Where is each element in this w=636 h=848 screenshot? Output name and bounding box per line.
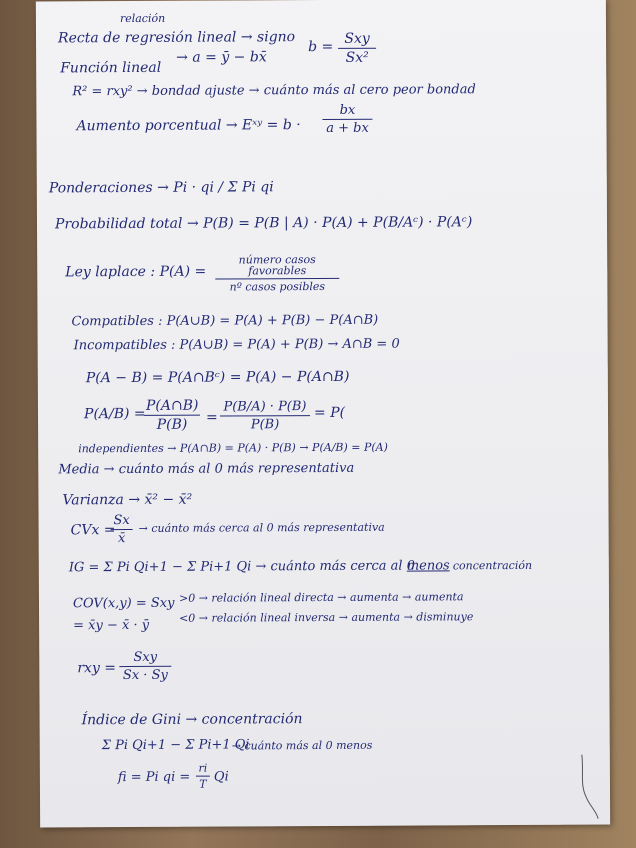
note-gini-description: → cuánto más al 0 menos [231, 738, 373, 753]
note-conditional-lhs: P(A/B) = [83, 405, 146, 423]
note-total-probability: Probabilidad total → P(B) = P(B | A) · P(A) + P(B/Aᶜ) · P(Aᶜ) [54, 214, 473, 233]
pen-stroke-mark [576, 751, 606, 821]
note-a-formula: → a = ȳ − bx̄ [176, 49, 267, 66]
note-incompatible-events: Incompatibles : P(A∪B) = P(A) + P(B) → A∩B = 0 [73, 336, 400, 354]
note-weightings: Ponderaciones → Pi · qi / Σ Pi qi [48, 179, 274, 197]
note-variance: Varianza → x̄² − x̄² [62, 491, 193, 509]
note-cv-lhs: CVx = [70, 522, 116, 539]
note-laplace-fraction: número casos favorables nº casos posibles [215, 254, 339, 293]
note-conditional-tail: = P( [313, 404, 346, 422]
note-gini-formula: Σ Pi Qi+1 − Σ Pi+1 Qi [101, 737, 250, 754]
note-annotation-relacion: relación [119, 11, 166, 26]
note-regression-line: Recta de regresión lineal → signo [57, 29, 296, 47]
note-conditional-equals: = [205, 409, 218, 426]
note-ig-concentracion: concentración [452, 558, 533, 573]
note-b-fraction: Sxy Sx² [338, 32, 376, 65]
note-linear-function: Función lineal [60, 59, 162, 77]
note-mean: Media → cuánto más al 0 más representativa [58, 460, 355, 478]
note-ig-menos: menos [406, 558, 450, 574]
note-difference-probability: P(A − B) = P(A∩Bᶜ) = P(A) − P(A∩B) [85, 368, 350, 387]
note-b-lhs: b = [308, 38, 334, 56]
note-covariance: COV(x,y) = Sxy [72, 595, 175, 612]
note-correlation-fraction: Sxy Sx · Sy [119, 651, 171, 682]
note-qi-tail: Qi [213, 769, 229, 785]
note-cv-fraction: $\frac{Sx}{x̄}$ [111, 514, 133, 545]
note-compatible-events: Compatibles : P(A∪B) = P(A) + P(B) − P(A∩B) [71, 312, 379, 330]
note-cov-negative: <0 → relación lineal inversa → aumenta → disminuye [179, 610, 474, 625]
note-percentage-increase: Aumento porcentual → Eˣʸ = b · [76, 117, 301, 135]
note-qi-fraction: $\frac{ri}{T}$ [196, 763, 210, 790]
note-elasticity-fraction: $\frac{bx}{a + bx}$ [322, 104, 372, 135]
note-laplace-law: Ley laplace : P(A) = [65, 263, 207, 281]
note-cv-description: → cuánto más cerca al 0 más representativa [138, 520, 385, 535]
note-covariance-formula: = x̄y − x̄ · ȳ [73, 617, 150, 634]
note-conditional-fraction-1: $\frac{P(A\cap B)}{P(B)}$ [145, 397, 199, 433]
note-gini-index: Índice de Gini → concentración [81, 711, 303, 729]
note-conditional-fraction-2: $\frac{P(B/A) \cdot P(B)}{P(B)}$ [220, 400, 310, 431]
note-independent-events: independientes → P(A∩B) = P(A) · P(B) → P(A/B) = P(A) [78, 440, 388, 456]
note-cov-positive: >0 → relación lineal directa → aumenta → aumenta [178, 590, 464, 605]
note-fi-qi: fi = Pi qi = [117, 769, 191, 786]
notes-sheet [36, 0, 610, 827]
note-r-squared: R² = rxy² → bondad ajuste → cuánto más al cero peor bondad [72, 82, 476, 100]
note-correlation-lhs: rxy = [77, 660, 117, 677]
note-ig-formula: IG = Σ Pi Qi+1 − Σ Pi+1 Qi → cuánto más cerca al 0 [68, 558, 416, 576]
